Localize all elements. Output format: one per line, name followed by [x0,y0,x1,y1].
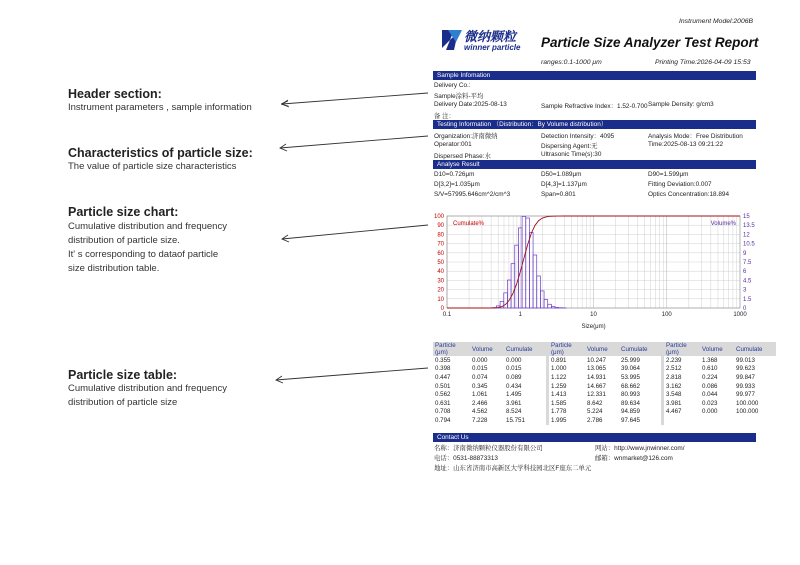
table-cell-particle: 0.398 [435,365,451,373]
table-row [433,356,776,365]
remark: 备 注： [434,113,455,120]
d10: D10=0.726μm [434,171,475,178]
y-left-tick-label: 80 [437,232,444,239]
table-cell-volume [700,416,734,425]
table-cell-volume: 0.015 [472,365,488,373]
table-cell-cumulate: 8.524 [506,408,522,416]
table-cell-cumulate: 53.995 [621,373,640,381]
testing-info-header: Testing Information （Distribution：By Volume distribution） [433,120,756,129]
table-header-row [433,342,776,356]
table-cell-particle: 3.548 [666,391,682,399]
y-left-tick-label: 60 [437,250,444,257]
fitting-deviation: Fitting Deviation:0.007 [648,181,712,188]
annotation-text: It' s corresponding to dataof particle [68,249,219,260]
table-cell-particle: 4.467 [666,408,682,416]
y-left-tick-label: 90 [437,223,444,230]
y-left-tick-label: 50 [437,260,444,266]
y-right-tick-label: 4.5 [743,278,752,285]
table-cell-particle: 2.512 [666,365,682,373]
table-row [433,390,776,399]
col-header-particle: Particle (μm) [433,342,470,356]
volume-bar [544,300,548,308]
right-axis-label: Volume% [710,221,736,227]
col-header-particle: Particle (μm) [664,342,700,356]
col-header-volume: Volume [700,342,734,356]
ranges: ranges:0.1-1000 μm [541,59,602,66]
table-cell-cumulate: 99.623 [736,365,755,373]
table-cell-volume: 13.065 [587,365,606,373]
y-right-tick-label: 12 [743,232,750,239]
table-cell-volume: 1.368 [702,356,718,364]
contact-header: Contact Us [433,433,756,442]
arrow-header [282,93,428,104]
address: 地址：山东省济南市高新区大学科技园北区F座东二单元 [434,465,592,472]
table-cell-particle: 2.818 [666,373,682,381]
y-right-tick-label: 7.5 [743,260,752,266]
table-cell-volume: 14.667 [587,382,606,390]
y-right-tick-label: 9 [743,250,747,257]
y-right-tick-label: 10.5 [743,241,755,248]
annotation-text: The value of particle size characteristics [68,161,237,172]
x-tick-label: 100 [661,312,672,318]
annotation-text: Instrument parameters , sample information [68,102,252,113]
table-cell-particle: 0.891 [551,356,567,364]
table-cell-volume: 2.786 [587,416,603,424]
table-cell-particle: 1.413 [551,391,567,399]
d50: D50=1.089μm [541,171,582,178]
table-cell-cumulate: 89.634 [621,399,640,407]
logo-cn: 微纳颗粒 [464,29,517,44]
table-cell-cumulate: 80.993 [621,391,640,399]
col-header-volume: Volume [470,342,504,356]
volume-bar [537,276,541,308]
phone: 电话：0531-88873313 [434,455,498,462]
volume-bar [504,293,508,308]
table-cell-volume: 0.000 [702,408,718,416]
sample-density: Sample Density: g/cm3 [648,101,714,108]
annotation-text: Cumulative distribution and frequency [68,383,227,394]
table-cell-cumulate: 3.961 [506,399,522,407]
instrument-model: Instrument Model:2006B [679,18,754,25]
table-row [433,365,776,374]
annotation-title: Particle size chart: [68,205,179,219]
report-title: Particle Size Analyzer Test Report [541,35,759,50]
table-cell-particle: 1.778 [551,408,567,416]
table-cell-cumulate: 25.999 [621,356,640,364]
col-header-cumulate: Cumulate [619,342,661,356]
particle-size-table [433,342,776,425]
volume-bar [507,280,511,308]
table-cell-particle: 1.259 [551,382,567,390]
annotation-title: Characteristics of particle size: [68,146,253,160]
annotation-title: Header section: [68,87,162,101]
col-header-volume: Volume [585,342,619,356]
x-tick-label: 1000 [733,312,747,318]
table-cell-cumulate: 99.847 [736,373,755,381]
table-cell-cumulate: 94.859 [621,408,640,416]
table-cell-volume: 4.562 [472,408,488,416]
logo-en: winner particle [464,43,521,52]
x-tick-label: 10 [590,312,597,318]
operator: Operator:001 [434,141,472,148]
d43: D[4,3]=1.137μm [541,181,587,188]
table-cell-volume: 0.224 [702,373,718,381]
table-cell-volume: 2.466 [472,399,488,407]
table-cell-cumulate: 39.064 [621,365,640,373]
y-right-tick-label: 1.5 [743,296,752,303]
left-axis-label: Cumulate% [453,221,485,227]
email: 邮箱：wnmarket@126.com [595,455,673,462]
company-logo [440,26,535,54]
website: 网站：http://www.jnwinner.com/ [595,445,685,452]
table-cell-cumulate: 0.434 [506,382,522,390]
table-cell-volume: 5.224 [587,408,603,416]
table-cell-cumulate: 15.751 [506,416,525,424]
table-cell-volume: 14.931 [587,373,606,381]
y-right-tick-label: 0 [743,306,747,312]
volume-bar [515,245,519,308]
volume-bar [551,307,555,308]
arrow-table [276,368,428,380]
col-header-cumulate: Cumulate [734,342,776,356]
table-cell-volume: 0.044 [702,391,718,399]
annotation-text: Cumulative distribution and frequency [68,221,227,232]
table-cell-particle: 1.585 [551,399,567,407]
delivery-date: Delivery Date:2025-08-13 [434,101,507,108]
table-cell-volume: 1.061 [472,391,488,399]
table-cell-volume: 10.247 [587,356,606,364]
volume-bar [511,264,515,308]
table-cell-volume: 0.023 [702,399,718,407]
table-cell-particle: 0.631 [435,399,451,407]
table-cell-particle: 0.501 [435,382,451,390]
dispersing-agent: Dispersing Agent:无 [541,143,598,150]
table-cell-particle: 0.708 [435,408,451,416]
table-row [433,408,776,417]
table-row [433,373,776,382]
d32: D[3,2]=1.035μm [434,181,480,188]
table-row [433,399,776,408]
d90: D90=1.599μm [648,171,689,178]
y-right-tick-label: 6 [743,269,747,276]
table-row [433,382,776,391]
table-cell-volume: 0.074 [472,373,488,381]
table-cell-particle: 0.562 [435,391,451,399]
specific-surface: S/V=57995.646cm^2/cm^3 [434,191,511,198]
y-left-tick-label: 70 [437,241,444,248]
table-cell-particle: 2.239 [666,356,682,364]
table-cell-particle [664,416,700,425]
annotation-text: distribution of particle size. [68,235,180,246]
x-tick-label: 0.1 [442,312,452,318]
table-cell-particle: 1.122 [551,373,567,381]
table-cell-cumulate: 97.645 [621,416,640,424]
delivery-co: Delivery Co.: [434,82,471,89]
arrow-chart [282,225,428,239]
sample-info-header: Sample Infomation [433,71,756,80]
table-cell-particle: 1.995 [551,416,567,424]
table-cell-particle: 0.794 [435,416,451,424]
table-row [433,416,776,425]
company-name: 名称：济南微纳颗粒仪器股份有限公司 [434,445,543,452]
analyse-result-header: Analyse Result [433,160,756,169]
organization: Organization:济南微纳 [434,133,498,140]
table-cell-cumulate: 99.977 [736,391,755,399]
table-cell-cumulate: 0.015 [506,365,522,373]
y-left-tick-label: 30 [437,278,444,285]
analysis-mode: Analysis Mode：Free Distribution [648,133,743,140]
col-header-cumulate: Cumulate [504,342,546,356]
sample-name: Sample涂料-平均 [434,93,484,100]
particle-size-chart [425,208,765,333]
table-cell-cumulate: 0.000 [506,356,522,364]
x-tick-label: 1 [518,312,522,318]
y-right-tick-label: 3 [743,287,747,294]
table-cell-cumulate: 99.933 [736,382,755,390]
optics-concentration: Optics Concentration:18.894 [648,191,729,198]
table-cell-volume: 8.642 [587,399,603,407]
table-cell-volume: 12.331 [587,391,606,399]
table-cell-volume: 0.000 [472,356,488,364]
arrow-characteristics [280,136,428,148]
table-cell-particle: 1.000 [551,365,567,373]
annotation-text: size distribution table. [68,263,160,274]
table-cell-particle: 3.981 [666,399,682,407]
y-right-tick-label: 15 [743,214,750,220]
table-cell-volume: 7.228 [472,416,488,424]
table-cell-particle: 3.162 [666,382,682,390]
table-cell-cumulate: 68.662 [621,382,640,390]
annotation-title: Particle size table: [68,368,178,382]
ultrasonic-time: Ultrasonic Time(s):30 [541,151,602,158]
x-axis-label: Size(μm) [581,324,606,330]
span: Span=0.801 [541,191,576,198]
volume-bar [548,304,552,308]
table-cell-volume: 0.086 [702,382,718,390]
col-header-particle: Particle (μm) [549,342,585,356]
y-right-tick-label: 13.5 [743,223,755,230]
test-time: Time:2025-08-13 09:21:22 [648,141,724,148]
y-left-tick-label: 20 [437,287,444,294]
table-cell-cumulate: 100.000 [736,399,759,407]
volume-bar [526,218,530,308]
refractive-index: Sample Refractive Index：1.52-0.700 [541,103,648,110]
detection-intensity: Detection Intensity：4095 [541,133,615,140]
volume-bar [533,255,537,308]
table-cell-particle: 0.447 [435,373,451,381]
dispersed-phase: Dispersed Phase:水 [434,153,491,160]
table-cell-particle: 0.355 [435,356,451,364]
y-left-tick-label: 100 [433,214,444,220]
table-cell-volume: 0.345 [472,382,488,390]
volume-bar [555,307,559,308]
table-cell-cumulate: 99.013 [736,356,755,364]
table-cell-cumulate: 100.000 [736,408,759,416]
annotation-text: distribution of particle size [68,397,178,408]
table-cell-cumulate: 1.495 [506,391,522,399]
y-left-tick-label: 0 [440,306,444,312]
table-cell-cumulate [734,416,776,425]
y-left-tick-label: 10 [437,296,444,303]
y-left-tick-label: 40 [437,269,444,276]
table-cell-volume: 0.610 [702,365,718,373]
table-cell-cumulate: 0.089 [506,373,522,381]
printing-time: Printing Time:2026-04-09 15:53 [655,59,751,66]
